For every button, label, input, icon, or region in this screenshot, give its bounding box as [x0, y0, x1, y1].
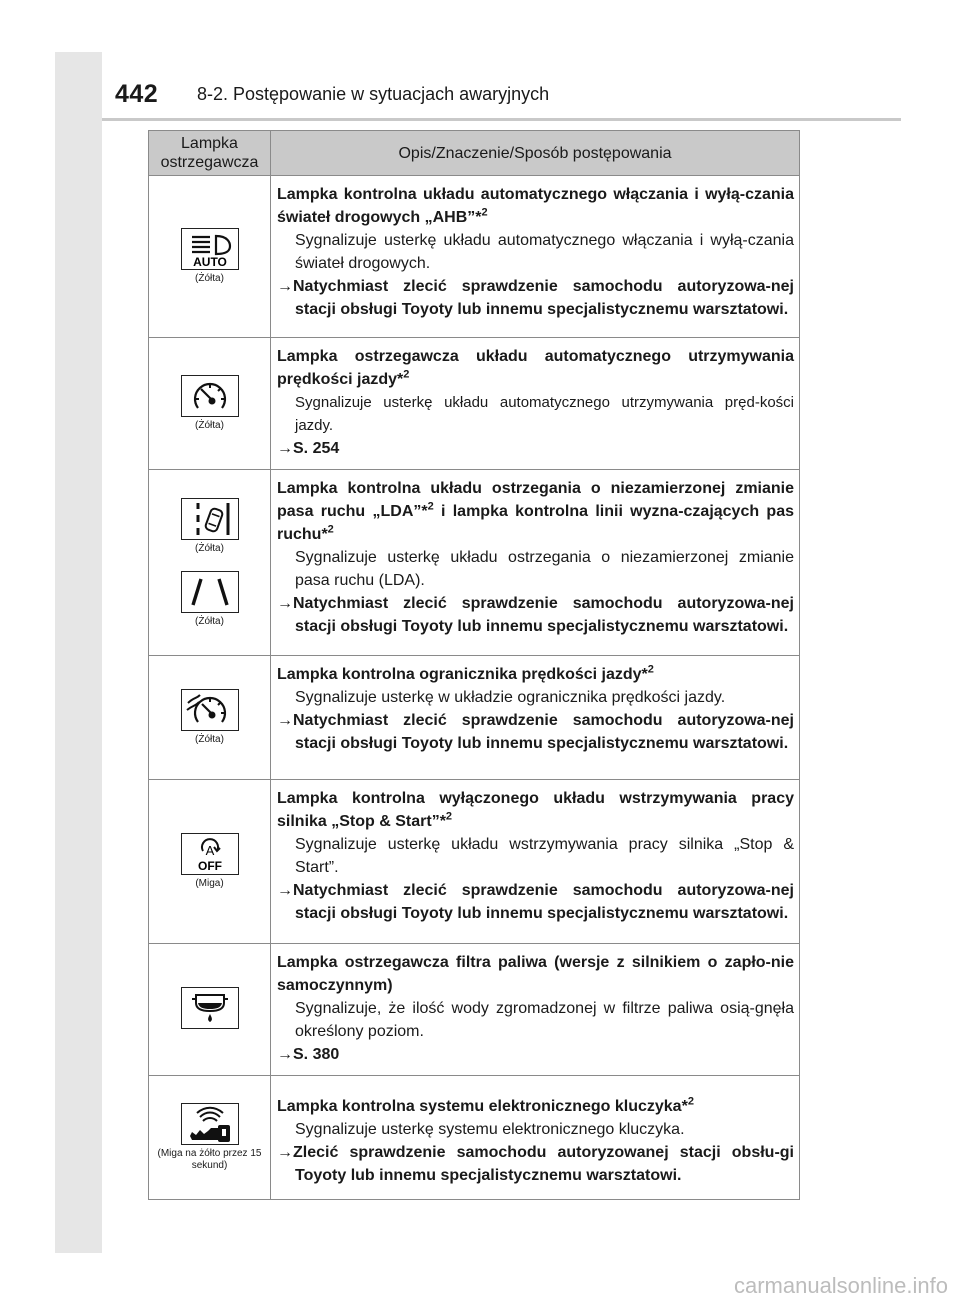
lamp-description: Sygnalizuje usterkę systemu elektronicznego kluczyka.: [295, 1121, 685, 1138]
description-cell: [271, 944, 800, 1076]
description-cell: [271, 176, 800, 338]
lamp-color-note: (Żółta): [195, 420, 224, 431]
lamp-action: S. 380: [293, 1046, 340, 1063]
lamp-title: Lampka kontrolna systemu elektronicznego kluczyka*: [277, 1098, 688, 1115]
auto-high-beam-icon: [181, 228, 239, 270]
lamp-cell: [149, 470, 271, 656]
speed-limiter-icon: [181, 689, 239, 731]
lamp-color-note: (Miga): [195, 878, 224, 889]
column-header-lamp: Lampka ostrzegawcza: [149, 131, 271, 176]
arrow-icon: →: [277, 882, 293, 899]
lamp-description: Sygnalizuje usterkę w układzie ogranicznika prędkości jazdy.: [295, 689, 726, 706]
footnote-ref: 2: [481, 206, 488, 219]
table-row: [149, 176, 800, 338]
lamp-cell: [149, 176, 271, 338]
lamp-title: Lampka kontrolna układu automatycznego włączania i wyłą-czania świateł drogowych „AHB”*: [277, 186, 794, 226]
description-cell: [271, 656, 800, 780]
lamp-description: Sygnalizuje usterkę układu automatycznego utrzymywania pręd-kości jazdy.: [295, 394, 794, 434]
lamp-description: Sygnalizuje usterkę układu wstrzymywania pracy silnika „Stop & Start”.: [295, 836, 794, 876]
lamp-title-continued: i lampka kontrolna linii wyzna-czających pas ruchu*: [277, 503, 794, 543]
lamp-action: S. 254: [293, 440, 340, 457]
description-cell: [271, 470, 800, 656]
lamp-title: Lampka kontrolna ogranicznika prędkości jazdy*: [277, 666, 648, 683]
arrow-icon: →: [277, 1046, 293, 1063]
smart-key-icon: [181, 1103, 239, 1145]
lamp-color-note: (Żółta): [195, 273, 224, 284]
lamp-cell: [149, 944, 271, 1076]
table-row: [149, 780, 800, 944]
lamp-cell: [149, 780, 271, 944]
lane-lines-icon: [181, 571, 239, 613]
footnote-ref: 2: [427, 500, 434, 513]
table-row: [149, 1076, 800, 1200]
footnote-ref: 2: [327, 523, 334, 536]
lamp-description: Sygnalizuje usterkę układu ostrzegania o niezamierzonej zmianie pasa ruchu (LDA).: [295, 549, 794, 589]
stop-start-off-icon: [181, 833, 239, 875]
lamp-action: Zlecić sprawdzenie samochodu autoryzowanej stacji obsłu-gi Toyoty lub innemu specjalistycznemu warsztatowi.: [293, 1144, 794, 1184]
speedometer-warning-icon: [181, 375, 239, 417]
footnote-ref: 2: [445, 810, 453, 823]
lamp-action: Natychmiast zlecić sprawdzenie samochodu autoryzowa-nej stacji obsługi Toyoty lub innemu specjalistycznemu warsztatowi.: [293, 712, 794, 752]
lamp-color-note: (Żółta): [195, 542, 224, 554]
table-row: [149, 338, 800, 470]
lamp-title: Lampka ostrzegawcza filtra paliwa (wersje z silnikiem o zapło-nie samoczynnym): [277, 954, 794, 994]
lamp-cell: [149, 1076, 271, 1200]
stop-start-off-label: OFF: [197, 859, 222, 873]
lamp-color-note: (Miga na żółto przez 15 sekund): [157, 1148, 262, 1171]
table-row: [149, 944, 800, 1076]
svg-text:AUTO: AUTO: [192, 255, 227, 268]
lane-departure-icon: [181, 498, 239, 540]
fuel-filter-water-icon: [181, 987, 239, 1029]
arrow-icon: →: [277, 595, 293, 612]
page-header: [102, 70, 901, 121]
lamp-title: Lampka ostrzegawcza układu automatycznego utrzymywania prędkości jazdy*: [277, 348, 794, 388]
lamp-color-note: (Żółta): [195, 615, 224, 627]
table-row: [149, 656, 800, 780]
side-band: [55, 52, 102, 1253]
lamp-title: Lampka kontrolna układu ostrzegania o niezamierzonej zmianie pasa ruchu „LDA”*: [277, 480, 794, 520]
lamp-cell: [149, 338, 271, 470]
chapter-title: 8-2. Postępowanie w sytuacjach awaryjnych: [197, 84, 550, 104]
column-header-description: Opis/Znaczenie/Sposób postępowania: [271, 131, 800, 176]
description-cell: [271, 1076, 800, 1200]
lamp-action: Natychmiast zlecić sprawdzenie samochodu autoryzowa-nej stacji obsługi Toyoty lub innemu specjalistycznemu warsztatowi.: [293, 595, 794, 635]
lamp-description: Sygnalizuje, że ilość wody zgromadzonej w filtrze paliwa osią-gnęła określony poziom.: [295, 1000, 794, 1040]
warning-lamp-table: [148, 130, 800, 1200]
description-cell: [271, 338, 800, 470]
description-cell: [271, 780, 800, 944]
footnote-ref: 2: [647, 663, 654, 676]
arrow-icon: →: [277, 712, 293, 729]
table-row: [149, 470, 800, 656]
lamp-cell: [149, 656, 271, 780]
lamp-action: Natychmiast zlecić sprawdzenie samochodu autoryzowa-nej stacji obsługi Toyoty lub innemu specjalistycznemu warsztatowi.: [293, 278, 794, 318]
footnote-ref: 2: [687, 1095, 694, 1108]
arrow-icon: →: [277, 440, 293, 457]
page-number: 442: [115, 80, 159, 108]
footnote-ref: 2: [403, 368, 410, 381]
table-header-row: [149, 131, 800, 176]
lamp-description: Sygnalizuje usterkę układu automatycznego włączania i wyłą-czania świateł drogowych.: [295, 232, 794, 272]
lamp-title: Lampka kontrolna wyłączonego układu wstrzymywania pracy silnika „Stop & Start”*: [277, 790, 794, 830]
lamp-color-note: (Żółta): [195, 734, 224, 745]
arrow-icon: →: [277, 1144, 293, 1161]
watermark: carmanualsonline.info: [733, 1273, 948, 1298]
arrow-icon: →: [277, 278, 293, 295]
stop-start-a-label: A: [205, 843, 214, 858]
lamp-action: Natychmiast zlecić sprawdzenie samochodu autoryzowa-nej stacji obsługi Toyoty lub innemu specjalistycznemu warsztatowi.: [293, 882, 794, 922]
